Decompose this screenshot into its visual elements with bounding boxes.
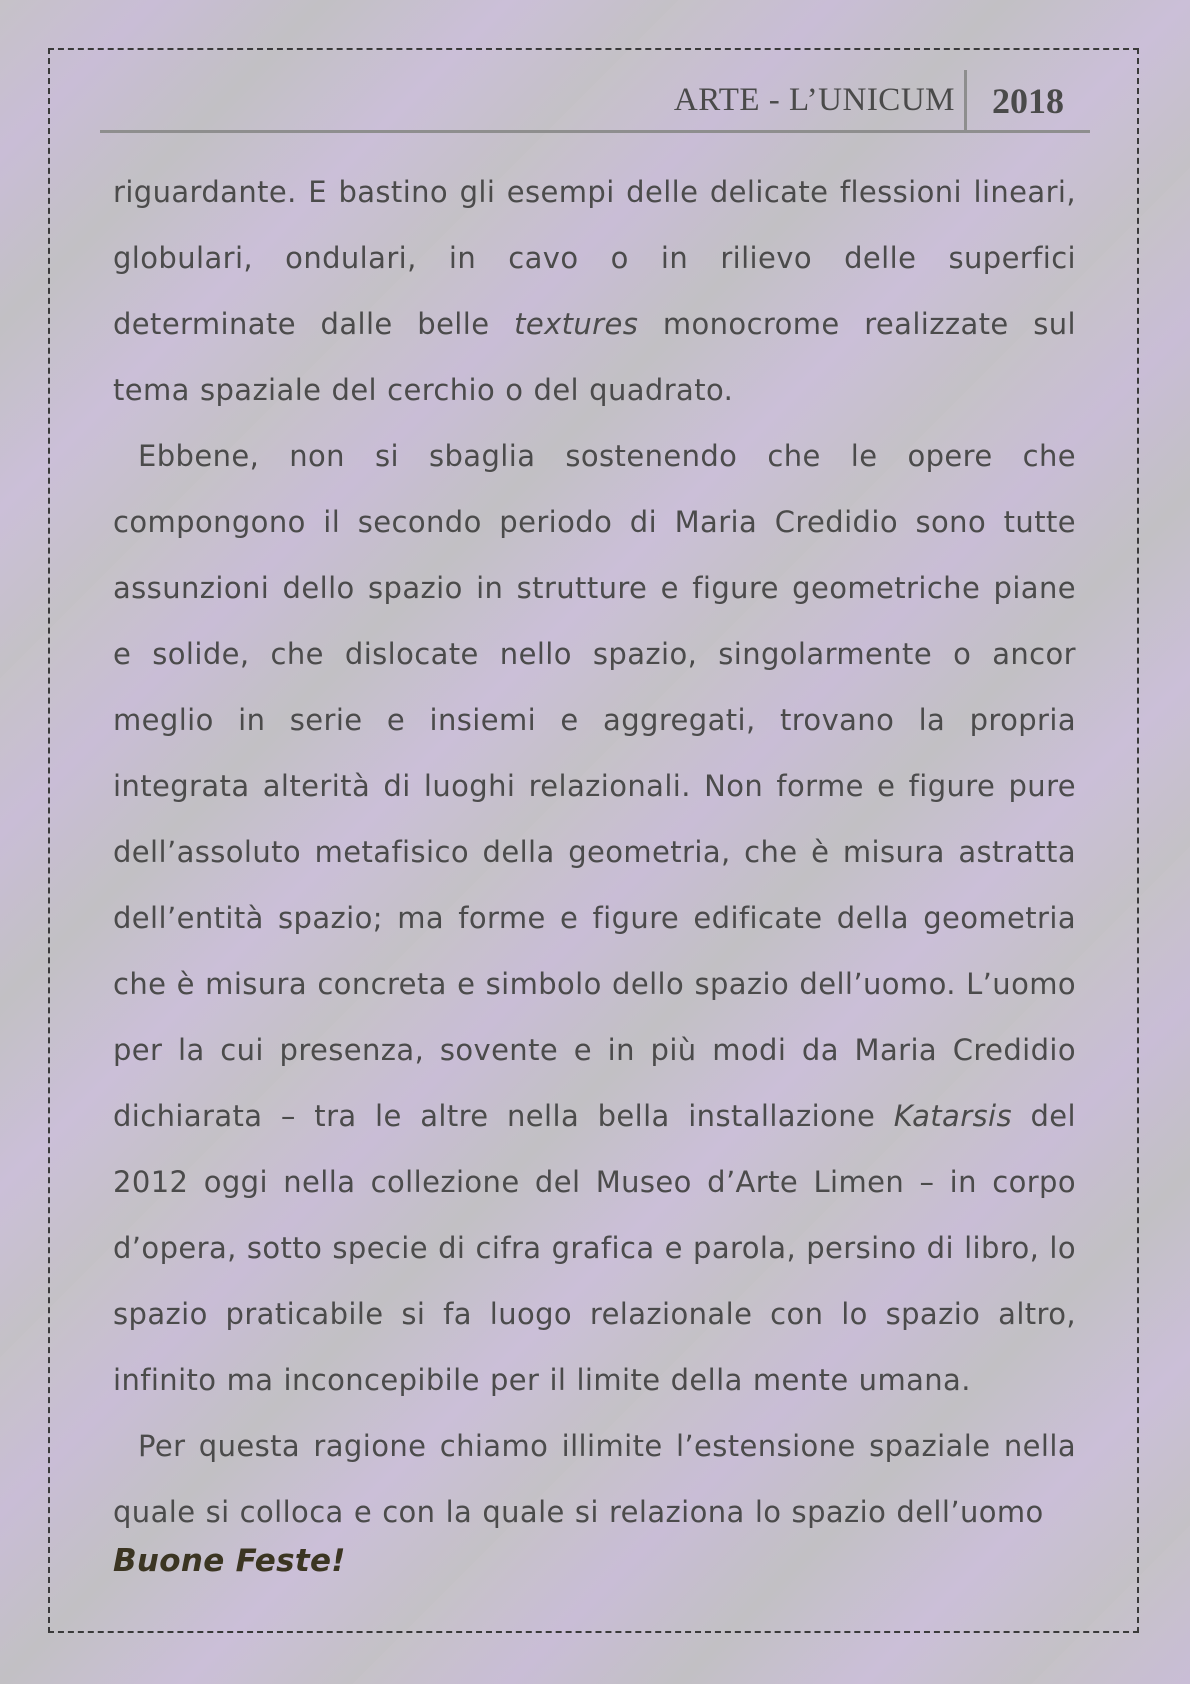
- header-year: 2018: [992, 81, 1064, 121]
- signoff-greeting: Buone Feste!: [113, 1543, 346, 1579]
- emphasis-textures: textures: [514, 307, 639, 341]
- paragraph: Per questa ragione chiamo illimite l’estensione spaziale nella quale si colloca e con la quale si relaziona lo spazio dell’uomo: [113, 1429, 1076, 1529]
- header-title: ARTE - L’UNICUM: [673, 82, 955, 118]
- paragraph: Ebbene, non si sbaglia sostenendo che le opere che compongono il secondo periodo di Maria Credidio sono tutte assunzioni dello spazio in strutture e figure geometriche piane e solide, che dislocate nello spazio, singolarmente o ancor meglio in serie e insiemi e aggregati, trovano la propria integrata alterità di luoghi relazionali. Non forme e figure pure dell’assoluto metafisico della geometria, che è misura astratta dell’entità spazio; ma forme e figure edificate della geometria che è misura concreta e simbolo dello spazio dell’uomo. L’uomo per la cui presenza, sovente e in più modi da Maria Credidio dichiarata – tra le altre nella bella installazione Katarsis del 2012 oggi nella collezione del Museo d’Arte Limen – in corpo d’opera, sotto specie di cifra grafica e parola, persino di libro, lo spazio praticabile si fa luogo relazionale con lo spazio altro, infinito ma inconcepibile per il limite della mente umana.: [113, 439, 1076, 1397]
- page-header: [100, 70, 1090, 133]
- paragraph: riguardante. E bastino gli esempi delle delicate flessioni lineari, globulari, ondulari, in cavo o in rilievo delle superfici determinate dalle belle textures monocrome realizzate sul tema spaziale del cerchio o del quadrato.: [113, 175, 1076, 407]
- emphasis-katarsis: Katarsis: [893, 1099, 1012, 1133]
- article-body: [113, 159, 1076, 1545]
- header-divider: [964, 70, 967, 130]
